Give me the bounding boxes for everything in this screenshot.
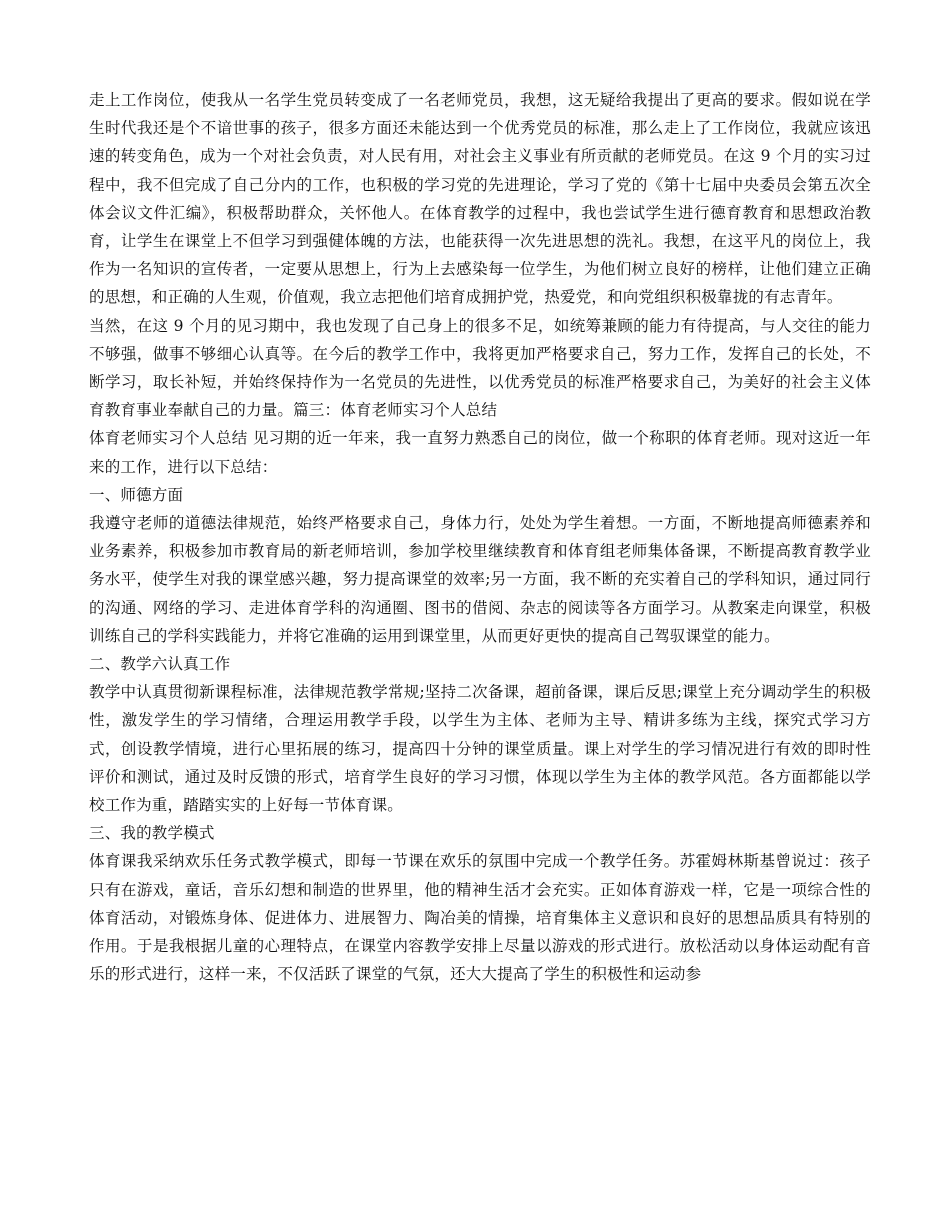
paragraph-ethics: 我遵守老师的道德法律规范，始终严格要求自己，身体力行，处处为学生着想。一方面，不断地提高师德素养和业务素养，积极参加市教育局的新老师培训，参加学校里继续教育和体育组老师集体备课，不断提高教育教学业务水平，使学生对我的课堂感兴趣，努力提高课堂的效率;另一方面，我不断的充实着自己的学科知识，通过同行的沟通、网络的学习、走进体育学科的沟通圈、图书的借阅、杂志的阅读等各方面学习。从教案走向课堂，积极训练自己的学科实践能力，并将它准确的运用到课堂里，从而更好更快的提高自己驾驭课堂的能力。 [89,514,871,645]
section-heading-teaching-work: 二、教学六认真工作 [89,655,231,674]
section-heading-ethics: 一、师德方面 [89,485,184,504]
paragraph-shortcomings: 当然，在这 9 个月的见习期中，我也发现了自己身上的很多不足，如统筹兼顾的能力有待提高，与人交往的能力不够强，做事不够细心认真等。在今后的教学工作中，我将更加严格要求自己，努力工作，发挥自己的长处，不断学习，取长补短，并始终保持作为一名党员的先进性，以优秀党员的标准严格要求自己，为美好的社会主义体育教育事业奉献自己的力量。篇三：体育老师实习个人总结 [89,316,871,420]
section-heading-teaching-mode: 三、我的教学模式 [89,824,215,843]
document-page [89,86,871,989]
paragraph-party-member-reflection: 走上工作岗位，使我从一名学生党员转变成了一名老师党员，我想，这无疑给我提出了更高的要求。假如说在学生时代我还是个不谙世事的孩子，很多方面还未能达到一个优秀党员的标准，那么走上了工作岗位，我就应该迅速的转变角色，成为一个对社会负责，对人民有用，对社会主义事业有所贡献的老师党员。在这 9 个月的实习过程中，我不但完成了自己分内的工作，也积极的学习党的先进理论，学习了党的《第十七届中央委员会第五次全体会议文件汇编》，积极帮助群众，关怀他人。在体育教学的过程中，我也尝试学生进行德育教育和思想政治教育，让学生在课堂上不但学习到强健体魄的方法，也能获得一次先进思想的洗礼。我想，在这平凡的岗位上，我作为一名知识的宣传者，一定要从思想上，行为上去感染每一位学生，为他们树立良好的榜样，让他们建立正确的思想，和正确的人生观，价值观，我立志把他们培育成拥护党，热爱党，和向党组织积极靠拢的有志青年。 [89,91,871,307]
paragraph-teaching-work: 教学中认真贯彻新课程标准，法律规范教学常规;坚持二次备课，超前备课，课后反思;课堂上充分调动学生的积极性，激发学生的学习情绪，合理运用教学手段，以学生为主体、老师为主导、精讲多练为主线，探究式学习方式，创设教学情境，进行心里拓展的练习，提高四十分钟的课堂质量。课上对学生的学习情况进行有效的即时性评价和测试，通过及时反馈的形式，培育学生良好的学习习惯，体现以学生为主体的教学风范。各方面都能以学校工作为重，踏踏实实的上好每一节体育课。 [89,683,871,815]
paragraph-summary-intro: 体育老师实习个人总结 见习期的近一年来，我一直努力熟悉自己的岗位，做一个称职的体育老师。现对这近一年来的工作，进行以下总结： [89,429,871,476]
paragraph-teaching-mode: 体育课我采纳欢乐任务式教学模式，即每一节课在欢乐的氛围中完成一个教学任务。苏霍姆林斯基曾说过：孩子只有在游戏，童话，音乐幻想和制造的世界里，他的精神生活才会充实。正如体育游戏一样，它是一项综合性的体育活动，对锻炼身体、促进体力、进展智力、陶冶美的情操，培育集体主义意识和良好的思想品质具有特别的作用。于是我根据儿童的心理特点，在课堂内容教学安排上尽量以游戏的形式进行。放松活动以身体运动配有音乐的形式进行，这样一来，不仅活跃了课堂的气氛，还大大提高了学生的积极性和运动参 [89,852,871,984]
